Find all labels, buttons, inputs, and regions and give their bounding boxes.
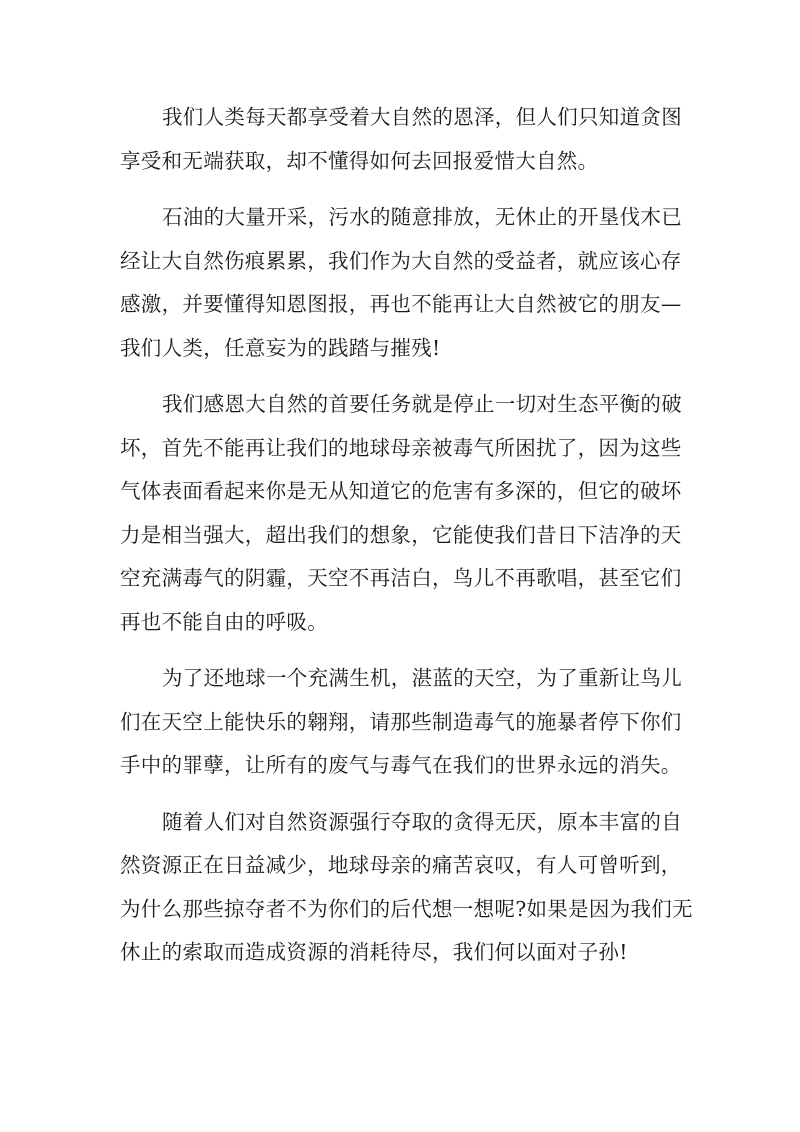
- paragraph-5: [120, 801, 693, 975]
- text-line: 坏，首先不能再让我们的地球母亲被毒气所困扰了，因为这些: [120, 435, 682, 460]
- text-line: 感激，并要懂得知恩图报，再也不能再让大自然被它的朋友—: [120, 292, 682, 316]
- text-line: 空充满毒气的阴霾，天空不再洁白，鸟儿不再歌唱，甚至它们: [120, 566, 682, 590]
- text-line: 经让大自然伤痕累累，我们作为大自然的受益者，就应该心存: [120, 248, 682, 273]
- text-line: 石油的大量开采，污水的随意排放，无休止的开垦伐木已: [162, 205, 682, 229]
- text-line: 享受和无端获取，却不懂得如何去回报爱惜大自然。: [120, 148, 599, 173]
- paragraph-1: [120, 96, 682, 183]
- text-line: 力是相当强大，超出我们的想象，它能使我们昔日下洁净的天: [120, 522, 682, 547]
- paragraph-4: [120, 657, 682, 788]
- paragraph-2: [120, 196, 682, 370]
- paragraph-3: [120, 383, 682, 644]
- text-line: 随着人们对自然资源强行夺取的贪得无厌，原本丰富的自: [162, 809, 682, 834]
- text-line: 手中的罪孽，让所有的废气与毒气在我们的世界永远的消失。: [120, 753, 682, 777]
- text-line: 们在天空上能快乐的翱翔，请那些制造毒气的施暴者停下你们: [120, 709, 682, 734]
- text-line: 气体表面看起来你是无从知道它的危害有多深的，但它的破坏: [120, 479, 682, 503]
- text-line: 我们人类，任意妄为的践踏与摧残!: [120, 335, 441, 360]
- text-line: 休止的索取而造成资源的消耗待尽，我们何以面对子孙!: [120, 940, 628, 964]
- text-line: 为了还地球一个充满生机，湛蓝的天空，为了重新让鸟儿: [162, 666, 682, 690]
- text-line: 然资源正在日益减少，地球母亲的痛苦哀叹，有人可曾听到，: [120, 853, 682, 877]
- document-page: [120, 96, 693, 988]
- text-line: 我们感恩大自然的首要任务就是停止一切对生态平衡的破: [162, 392, 682, 416]
- text-line: 我们人类每天都享受着大自然的恩泽，但人们只知道贪图: [162, 105, 682, 129]
- text-line: 为什么那些掠夺者不为你们的后代想一想呢?如果是因为我们无: [120, 896, 693, 921]
- text-line: 再也不能自由的呼吸。: [120, 609, 328, 634]
